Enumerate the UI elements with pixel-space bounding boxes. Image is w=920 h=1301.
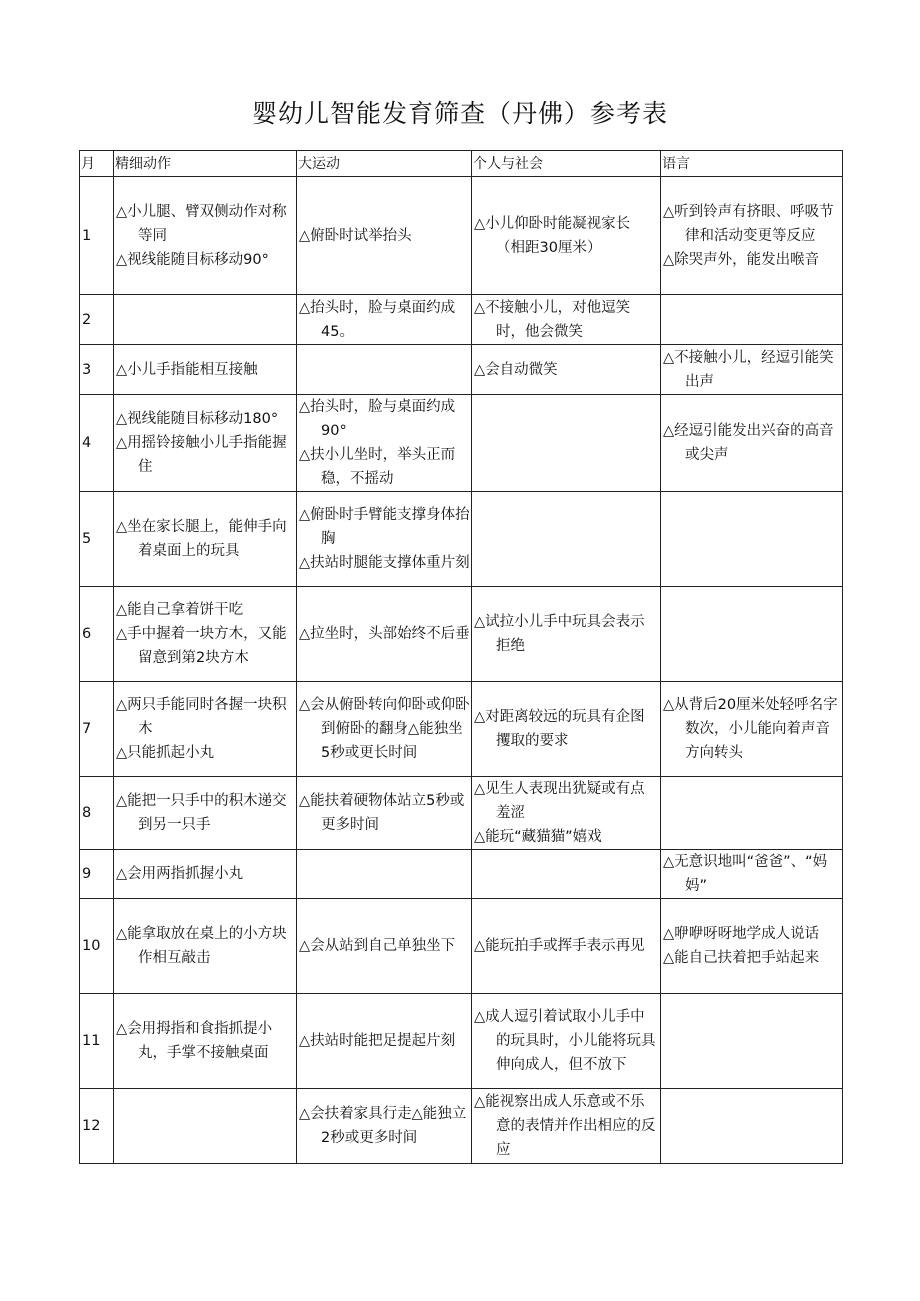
personal-social-cell	[472, 777, 661, 850]
fine-motor-cell	[114, 899, 297, 994]
personal-social-cell	[472, 850, 661, 899]
personal-social-item: △见生人表现出犹疑或有点羞涩	[474, 781, 645, 821]
table-row	[80, 395, 843, 492]
language-cell	[661, 395, 843, 492]
gross-motor-item: △能扶着硬物体站立5秒或更多时间	[299, 793, 465, 833]
gross-motor-item: △抬头时，脸与桌面约成45。	[299, 299, 456, 340]
month-cell: 8	[80, 777, 114, 850]
fine-motor-cell	[114, 777, 297, 850]
fine-motor-item: △会用拇指和食指抓提小丸，手掌不接触桌面	[116, 1021, 273, 1061]
personal-social-item: △对距离较远的玩具有企图攫取的要求	[474, 709, 645, 749]
language-item: △从背后20厘米处轻呼名字数次，小儿能向着声音方向转头	[663, 697, 838, 761]
month-cell: 6	[80, 587, 114, 682]
fine-motor-cell	[114, 345, 297, 395]
gross-motor-item: △抬头时，脸与桌面约成90°	[299, 399, 456, 439]
language-item: △经逗引能发出兴奋的高音或尖声	[663, 423, 834, 463]
personal-social-cell	[472, 1089, 661, 1164]
language-item: △除哭声外，能发出喉音	[663, 251, 820, 268]
fine-motor-item: △只能抓起小丸	[116, 745, 215, 761]
fine-motor-cell	[114, 395, 297, 492]
personal-social-item: △小儿仰卧时能凝视家长（相距30厘米）	[474, 215, 631, 256]
personal-social-item: △不接触小儿，对他逗笑时，他会微笑	[474, 299, 631, 340]
fine-motor-item: △会用两指抓握小丸	[116, 866, 244, 882]
language-item: △无意识地叫“爸爸”、“妈妈”	[663, 854, 828, 894]
table-row	[80, 177, 843, 295]
gross-motor-cell	[297, 345, 472, 395]
personal-social-cell	[472, 345, 661, 395]
language-cell	[661, 850, 843, 899]
table-row	[80, 994, 843, 1089]
month-cell: 10	[80, 899, 114, 994]
gross-motor-cell	[297, 994, 472, 1089]
fine-motor-item: △能自己拿着饼干吃	[116, 602, 244, 618]
fine-motor-item: △手中握着一块方木，又能留意到第2块方木	[116, 626, 287, 666]
fine-motor-item: △小儿腿、臂双侧动作对称等同	[116, 203, 287, 244]
language-item: △能自己扶着把手站起来	[663, 950, 820, 966]
gross-motor-item: △扶站时腿能支撑体重片刻	[299, 555, 470, 571]
fine-motor-item: △视线能随目标移动90°	[116, 251, 269, 268]
gross-motor-cell	[297, 492, 472, 587]
fine-motor-cell	[114, 587, 297, 682]
table-row	[80, 777, 843, 850]
page-title: 婴幼儿智能发育筛查（丹佛）参考表	[251, 99, 668, 128]
table-row	[80, 295, 843, 345]
fine-motor-cell	[114, 1089, 297, 1164]
gross-motor-cell	[297, 395, 472, 492]
fine-motor-item: △用摇铃接触小儿手指能握住	[116, 435, 287, 475]
month-cell: 12	[80, 1089, 114, 1164]
language-item: △听到铃声有挤眼、呼吸节律和活动变更等反应	[663, 203, 834, 244]
language-cell	[661, 492, 843, 587]
personal-social-cell	[472, 994, 661, 1089]
fine-motor-cell	[114, 177, 297, 295]
personal-social-item: △能视察出成人乐意或不乐意的表情并作出相应的反应	[474, 1094, 656, 1158]
table-row	[80, 850, 843, 899]
fine-motor-item: △能把一只手中的积木递交到另一只手	[116, 793, 287, 833]
month-cell: 11	[80, 994, 114, 1089]
gross-motor-item: △会扶着家具行走△能独立2秒或更多时间	[299, 1106, 467, 1146]
header-month: 月	[80, 151, 114, 177]
month-cell: 3	[80, 345, 114, 395]
personal-social-item: △会自动微笑	[474, 361, 558, 378]
gross-motor-item: △俯卧时手臂能支撑身体抬胸	[299, 507, 470, 547]
gross-motor-item: △会从俯卧转向仰卧或仰卧到俯卧的翻身△能独坐5秒或更长时间	[299, 697, 470, 761]
personal-social-cell	[472, 587, 661, 682]
language-cell	[661, 345, 843, 395]
gross-motor-cell	[297, 777, 472, 850]
header-row	[80, 151, 843, 177]
personal-social-cell	[472, 899, 661, 994]
language-cell	[661, 994, 843, 1089]
month-cell: 1	[80, 177, 114, 295]
gross-motor-cell	[297, 177, 472, 295]
gross-motor-cell	[297, 587, 472, 682]
gross-motor-item: △扶站时能把足提起片刻	[299, 1033, 456, 1049]
month-cell: 5	[80, 492, 114, 587]
fine-motor-cell	[114, 492, 297, 587]
fine-motor-item: △能拿取放在桌上的小方块作相互敲击	[116, 926, 287, 966]
fine-motor-item: △小儿手指能相互接触	[116, 361, 258, 378]
month-cell: 9	[80, 850, 114, 899]
personal-social-cell	[472, 295, 661, 345]
table-row	[80, 345, 843, 395]
month-cell: 7	[80, 682, 114, 777]
table-row	[80, 1089, 843, 1164]
gross-motor-cell	[297, 295, 472, 345]
language-item: △不接触小儿，经逗引能笑出声	[663, 349, 834, 390]
table-row	[80, 899, 843, 994]
gross-motor-item: △会从站到自己单独坐下	[299, 938, 456, 954]
gross-motor-cell	[297, 682, 472, 777]
language-cell	[661, 777, 843, 850]
personal-social-cell	[472, 395, 661, 492]
gross-motor-item: △俯卧时试举抬头	[299, 227, 412, 244]
personal-social-cell	[472, 492, 661, 587]
language-item: △咿咿呀呀地学成人说话	[663, 926, 820, 942]
table-row	[80, 682, 843, 777]
fine-motor-item: △两只手能同时各握一块积木	[116, 697, 287, 737]
table-row	[80, 587, 843, 682]
personal-social-item: △试拉小儿手中玩具会表示拒绝	[474, 614, 645, 654]
gross-motor-cell	[297, 899, 472, 994]
personal-social-item: △能玩“藏猫猫”嬉戏	[474, 829, 602, 845]
gross-motor-cell	[297, 1089, 472, 1164]
month-cell: 4	[80, 395, 114, 492]
screening-table	[79, 150, 843, 1164]
gross-motor-cell	[297, 850, 472, 899]
fine-motor-cell	[114, 682, 297, 777]
header-fine-motor: 精细动作	[114, 151, 297, 177]
fine-motor-cell	[114, 994, 297, 1089]
language-cell	[661, 587, 843, 682]
month-cell: 2	[80, 295, 114, 345]
language-cell	[661, 899, 843, 994]
fine-motor-cell	[114, 850, 297, 899]
personal-social-cell	[472, 177, 661, 295]
personal-social-item: △成人逗引着试取小儿手中的玩具时，小儿能将玩具伸向成人，但不放下	[474, 1009, 656, 1073]
language-cell	[661, 1089, 843, 1164]
fine-motor-item: △视线能随目标移动180°	[116, 411, 279, 427]
gross-motor-item: △扶小儿坐时，举头正而稳，不摇动	[299, 447, 456, 487]
language-cell	[661, 295, 843, 345]
language-cell	[661, 682, 843, 777]
header-gross-motor: 大运动	[297, 151, 472, 177]
gross-motor-item: △拉坐时，头部始终不后垂	[299, 626, 470, 642]
personal-social-cell	[472, 682, 661, 777]
table-row	[80, 492, 843, 587]
language-cell	[661, 177, 843, 295]
fine-motor-item: △坐在家长腿上，能伸手向着桌面上的玩具	[116, 519, 287, 559]
header-language: 语言	[661, 151, 843, 177]
header-personal-social: 个人与社会	[472, 151, 661, 177]
fine-motor-cell	[114, 295, 297, 345]
personal-social-item: △能玩拍手或挥手表示再见	[474, 938, 645, 954]
